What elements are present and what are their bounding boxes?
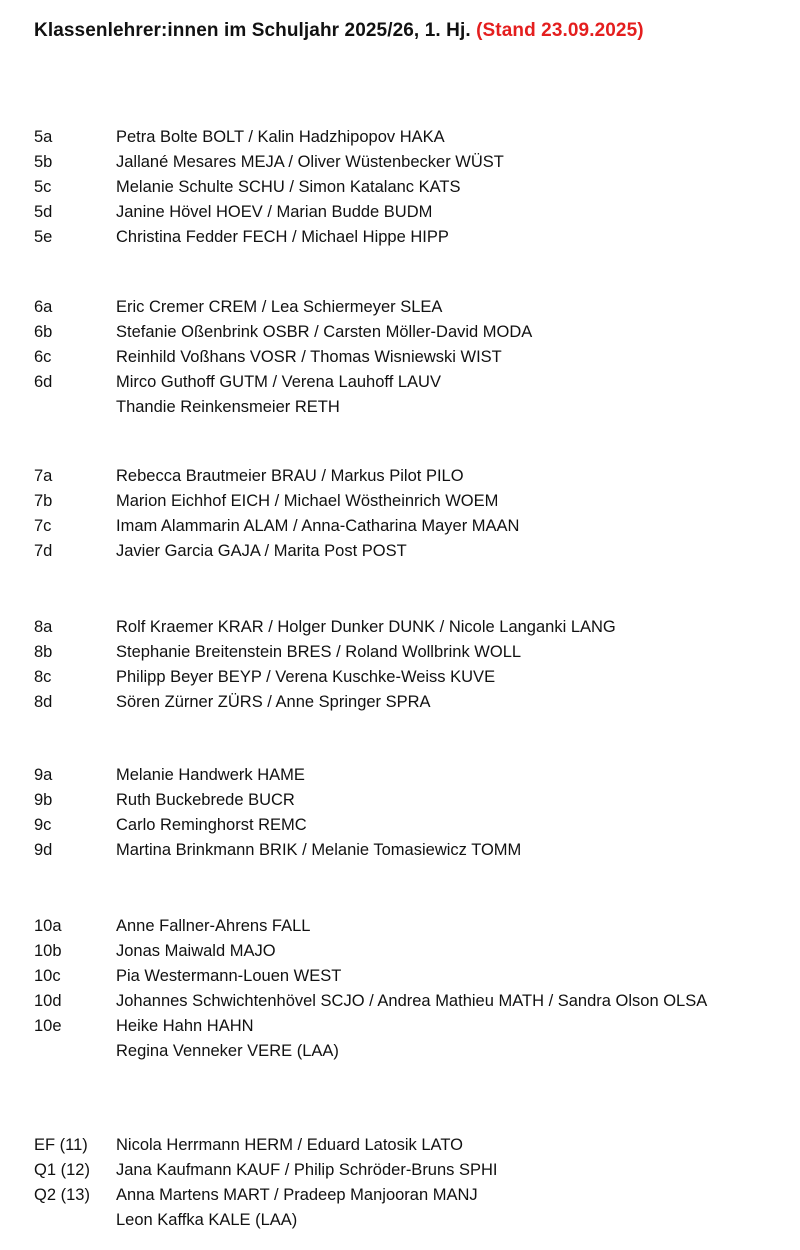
class-teachers: Anna Martens MART / Pradeep Manjooran MANJ <box>116 1186 478 1204</box>
class-teachers: Nicola Herrmann HERM / Eduard Latosik LATO <box>116 1136 463 1154</box>
class-teachers: Reinhild Voßhans VOSR / Thomas Wisniewski WIST <box>116 348 502 366</box>
class-label: 10d <box>34 992 62 1010</box>
class-label: 5a <box>34 128 53 146</box>
class-label: 10b <box>34 942 62 960</box>
class-teachers: Melanie Handwerk HAME <box>116 766 305 784</box>
class-label: 6a <box>34 298 53 316</box>
class-teachers: Johannes Schwichtenhövel SCJO / Andrea Mathieu MATH / Sandra Olson OLSA <box>116 992 708 1010</box>
class-row <box>0 1039 800 1064</box>
class-teachers: Jonas Maiwald MAJO <box>116 942 276 960</box>
class-teachers: Thandie Reinkensmeier RETH <box>116 398 340 416</box>
grade-8-group <box>0 615 800 715</box>
title-main: Klassenlehrer:innen im Schuljahr 2025/26, 1. Hj. <box>34 20 471 41</box>
class-row <box>0 914 800 939</box>
class-teachers: Stephanie Breitenstein BRES / Roland Wollbrink WOLL <box>116 643 522 661</box>
class-teachers: Philipp Beyer BEYP / Verena Kuschke-Weiss KUVE <box>116 668 496 686</box>
class-teachers: Rolf Kraemer KRAR / Holger Dunker DUNK / Nicole Langanki LANG <box>116 618 616 636</box>
class-label: Q2 (13) <box>34 1186 90 1204</box>
class-label: 8a <box>34 618 53 636</box>
class-label: 8c <box>34 668 52 686</box>
class-row <box>0 225 800 250</box>
class-label: 10a <box>34 917 62 935</box>
grade-5-group <box>0 125 800 250</box>
class-label: 7a <box>34 467 53 485</box>
class-row <box>0 1133 800 1158</box>
class-row <box>0 989 800 1014</box>
class-teachers: Anne Fallner-Ahrens FALL <box>116 917 311 935</box>
class-teachers: Jana Kaufmann KAUF / Philip Schröder-Bruns SPHI <box>116 1161 498 1179</box>
class-row <box>0 539 800 564</box>
class-label: 5c <box>34 178 52 196</box>
class-teachers: Pia Westermann-Louen WEST <box>116 967 342 985</box>
class-row <box>0 813 800 838</box>
class-row <box>0 514 800 539</box>
class-label: 6d <box>34 373 53 391</box>
grade-6-group <box>0 295 800 420</box>
class-teachers: Rebecca Brautmeier BRAU / Markus Pilot PILO <box>116 467 464 485</box>
class-label: 8b <box>34 643 53 661</box>
class-teachers: Ruth Buckebrede BUCR <box>116 791 295 809</box>
class-row <box>0 464 800 489</box>
grade-9-group <box>0 763 800 863</box>
class-teachers: Leon Kaffka KALE (LAA) <box>116 1211 298 1229</box>
grade-10-group <box>0 914 800 1064</box>
class-label: 7b <box>34 492 53 510</box>
class-teachers: Janine Hövel HOEV / Marian Budde BUDM <box>116 203 433 221</box>
class-label: 6c <box>34 348 52 366</box>
class-row <box>0 1014 800 1039</box>
class-teachers: Imam Alammarin ALAM / Anna-Catharina Mayer MAAN <box>116 517 520 535</box>
class-label: 6b <box>34 323 53 341</box>
class-label: EF (11) <box>34 1136 88 1154</box>
class-teachers: Melanie Schulte SCHU / Simon Katalanc KATS <box>116 178 461 196</box>
class-row <box>0 175 800 200</box>
class-teachers: Regina Venneker VERE (LAA) <box>116 1042 339 1060</box>
title-date: (Stand 23.09.2025) <box>476 20 644 41</box>
class-row <box>0 200 800 225</box>
class-teachers: Marion Eichhof EICH / Michael Wöstheinrich WOEM <box>116 492 499 510</box>
class-teachers: Stefanie Oßenbrink OSBR / Carsten Möller-David MODA <box>116 323 533 341</box>
class-row <box>0 964 800 989</box>
class-label: 5b <box>34 153 53 171</box>
class-row <box>0 295 800 320</box>
class-teachers: Petra Bolte BOLT / Kalin Hadzhipopov HAKA <box>116 128 445 146</box>
class-row <box>0 1208 800 1233</box>
upper-school-group <box>0 1133 800 1233</box>
class-label: 5e <box>34 228 53 246</box>
class-label: 7d <box>34 542 53 560</box>
class-label: 10e <box>34 1017 62 1035</box>
class-teachers: Christina Fedder FECH / Michael Hippe HIPP <box>116 228 449 246</box>
class-row <box>0 763 800 788</box>
class-teachers: Carlo Reminghorst REMC <box>116 816 307 834</box>
class-label: 8d <box>34 693 53 711</box>
class-label: Q1 (12) <box>34 1161 90 1179</box>
class-label: 5d <box>34 203 53 221</box>
class-teachers: Martina Brinkmann BRIK / Melanie Tomasiewicz TOMM <box>116 841 522 859</box>
class-teachers: Mirco Guthoff GUTM / Verena Lauhoff LAUV <box>116 373 441 391</box>
page-title <box>34 20 644 42</box>
class-row <box>0 150 800 175</box>
class-row <box>0 345 800 370</box>
class-row <box>0 395 800 420</box>
class-label: 9d <box>34 841 53 859</box>
class-row <box>0 370 800 395</box>
class-row <box>0 615 800 640</box>
class-row <box>0 939 800 964</box>
class-teachers: Heike Hahn HAHN <box>116 1017 254 1035</box>
class-row <box>0 489 800 514</box>
class-row <box>0 838 800 863</box>
class-row <box>0 640 800 665</box>
class-row <box>0 788 800 813</box>
class-label: 9a <box>34 766 53 784</box>
class-teachers: Sören Zürner ZÜRS / Anne Springer SPRA <box>116 693 431 711</box>
class-row <box>0 690 800 715</box>
class-teachers: Jallané Mesares MEJA / Oliver Wüstenbecker WÜST <box>116 153 504 171</box>
class-teachers: Eric Cremer CREM / Lea Schiermeyer SLEA <box>116 298 443 316</box>
class-label: 7c <box>34 517 52 535</box>
class-row <box>0 1158 800 1183</box>
class-teachers: Javier Garcia GAJA / Marita Post POST <box>116 542 407 560</box>
class-row <box>0 1183 800 1208</box>
class-label: 9b <box>34 791 53 809</box>
class-label: 9c <box>34 816 52 834</box>
class-row <box>0 125 800 150</box>
class-row <box>0 320 800 345</box>
grade-7-group <box>0 464 800 564</box>
class-label: 10c <box>34 967 61 985</box>
class-row <box>0 665 800 690</box>
